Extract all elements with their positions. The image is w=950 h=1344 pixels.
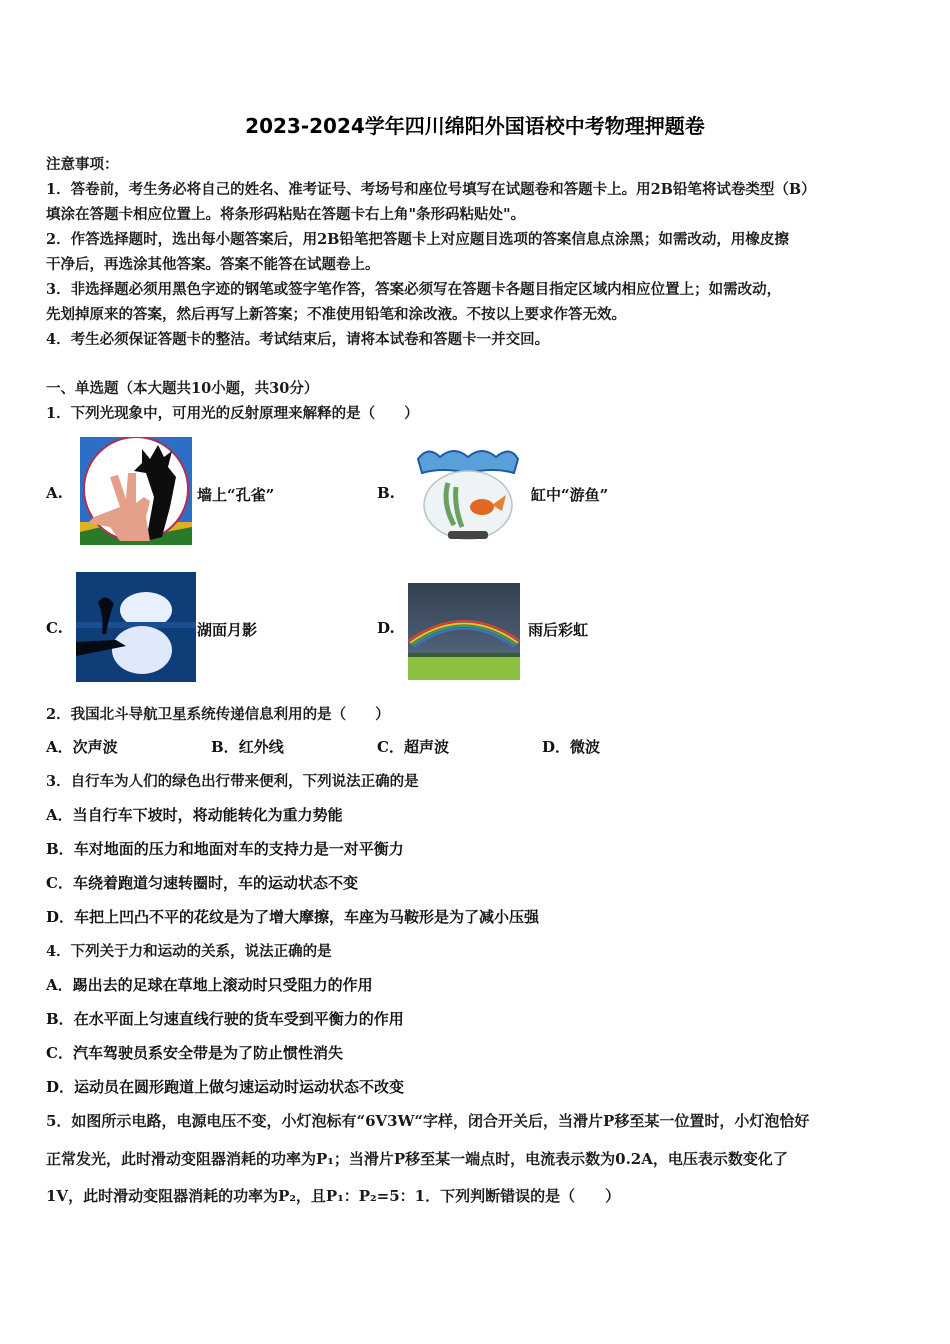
option-a [46,736,118,757]
option-a [46,804,343,825]
option-label: C． [377,738,404,756]
option-c [46,1042,343,1063]
option-label: A． [46,976,73,994]
question-stem: 2．我国北斗导航卫星系统传递信息利用的是（ ） [46,706,390,723]
option-label: B． [46,840,74,858]
hand-shadow-peacock-image [80,437,192,545]
section-heading: 一、单选题（本大题共10小题，共30分） [46,380,319,397]
option-text: 车把上凹凸不平的花纹是为了增大摩擦，车座为马鞍形是为了减小压强 [74,908,540,926]
option-b [46,838,404,859]
option-label: B． [211,738,239,756]
option-text: 车绕着跑道匀速转圈时，车的运动状态不变 [72,874,358,892]
question-stem-line: 正常发光，此时滑动变阻器消耗的功率为P₁；当滑片P移至某一端点时，电流表示数为0.2A，电压表示数变化了 [46,1150,788,1168]
option-text-c: 湖面月影 [197,621,258,639]
option-text-a: 墙上“孔雀” [197,486,275,504]
option-a [46,974,373,995]
moon-over-lake-image [76,572,196,682]
option-c [377,736,449,757]
option-label-b: B. [377,484,395,502]
option-b [46,1008,404,1029]
option-d [542,736,600,757]
notice-line: 3．非选择题必须用黑色字迹的钢笔或签字笔作答，答案必须写在答题卡各题目指定区域内相应位置上；如需改动， [46,281,782,298]
option-label: C． [46,874,73,892]
notice-line: 填涂在答题卡相应位置上。将条形码粘贴在答题卡右上角"条形码粘贴处"。 [46,206,526,223]
question-stem: 3．自行车为人们的绿色出行带来便利，下列说法正确的是 [46,773,419,790]
option-text: 当自行车下坡时，将动能转化为重力势能 [72,806,343,824]
option-label-a: A. [46,484,63,502]
option-text: 次声波 [72,738,118,756]
option-text: 车对地面的压力和地面对车的支持力是一对平衡力 [73,840,404,858]
notice-line: 先划掉原来的答案，然后再写上新答案；不准使用铅笔和涂改液。不按以上要求作答无效。 [46,306,626,323]
page-title: 2023-2024学年四川绵阳外国语校中考物理押题卷 [245,114,705,138]
option-c [46,872,358,893]
option-d [46,1076,404,1097]
option-text: 微波 [570,738,601,756]
question-stem-line: 5．如图所示电路，电源电压不变，小灯泡标有“6V3W“字样，闭合开关后，当滑片P移至某一位置时，小灯泡恰好 [46,1112,810,1130]
option-text: 运动员在圆形跑道上做匀速运动时运动状态不改变 [74,1078,405,1096]
notice-heading: 注意事项： [46,156,119,173]
option-label: C． [46,1044,73,1062]
option-label-d: D. [377,619,395,637]
option-label: D． [46,908,75,926]
option-label: D． [46,1078,75,1096]
option-label: B． [46,1010,74,1028]
option-text: 红外线 [238,738,284,756]
question-stem: 4．下列关于力和运动的关系，说法正确的是 [46,943,332,960]
option-text-b: 缸中“游鱼” [531,486,609,504]
option-label: A． [46,806,73,824]
question-stem: 1．下列光现象中，可用光的反射原理来解释的是（ ） [46,405,419,422]
question-stem-line: 1V，此时滑动变阻器消耗的功率为P₂，且P₁：P₂=5：1．下列判断错误的是（ ） [46,1187,621,1205]
option-text: 踢出去的足球在草地上滚动时只受阻力的作用 [72,976,373,994]
option-label: A． [46,738,73,756]
notice-line: 4．考生必须保证答题卡的整洁。考试结束后，请将本试卷和答题卡一并交回。 [46,331,550,348]
notice-line: 干净后，再选涂其他答案。答案不能答在试题卷上。 [46,256,380,273]
notice-line: 1．答卷前，考生务必将自己的姓名、准考证号、考场号和座位号填写在试题卷和答题卡上。用2B铅笔将试卷类型（B） [46,181,816,198]
option-text: 超声波 [403,738,449,756]
goldfish-bowl-image [414,443,522,545]
notice-line: 2．作答选择题时，选出每小题答案后，用2B铅笔把答题卡上对应题目选项的答案信息点涂黑；如需改动，用橡皮擦 [46,231,789,248]
option-label-c: C. [46,619,63,637]
option-text-d: 雨后彩虹 [528,621,589,639]
option-d [46,906,539,927]
rainbow-over-field-image [408,583,520,680]
option-text: 在水平面上匀速直线行驶的货车受到平衡力的作用 [73,1010,404,1028]
option-label: D． [542,738,571,756]
option-b [211,736,284,757]
option-text: 汽车驾驶员系安全带是为了防止惯性消失 [72,1044,343,1062]
